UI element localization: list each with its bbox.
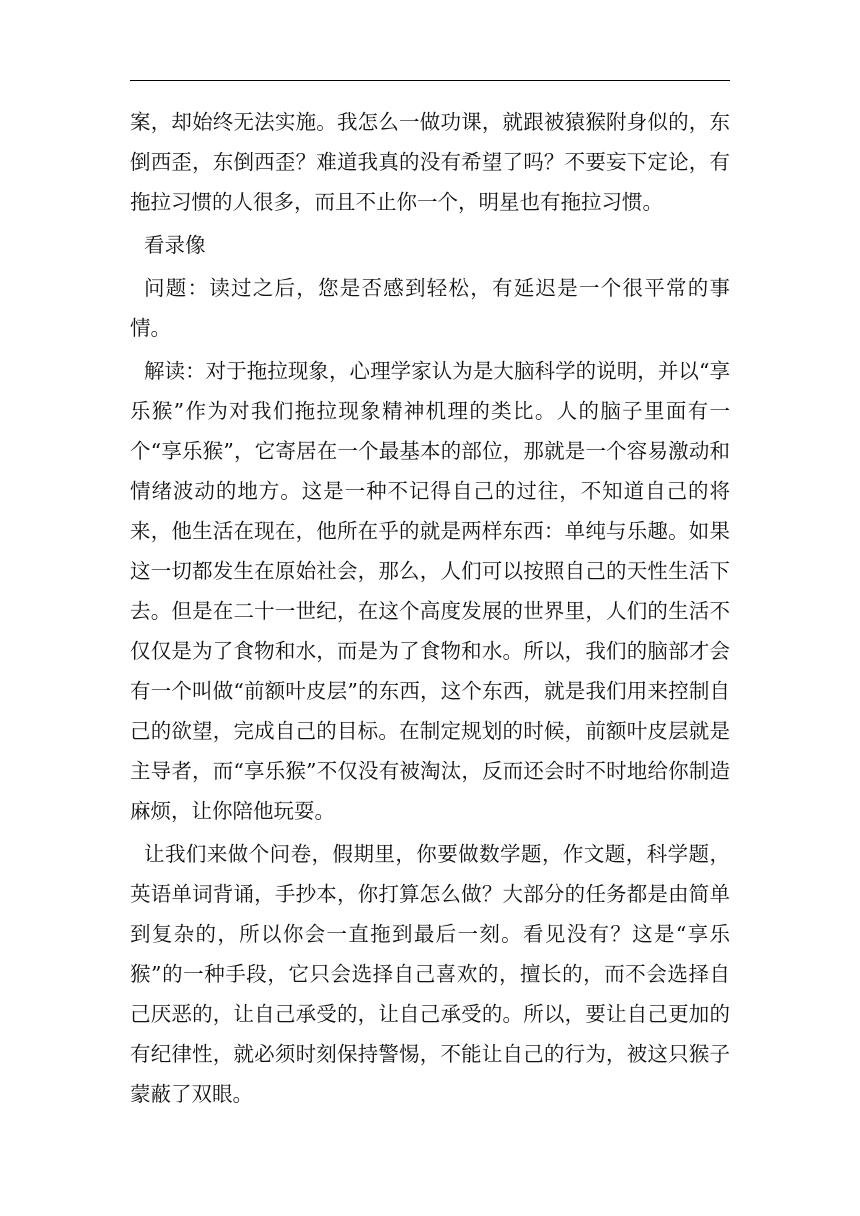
header-rule	[130, 80, 730, 81]
document-body	[130, 102, 730, 1117]
paragraph-interpretation: 解读：对于拖拉现象，心理学家认为是大脑科学的说明，并以“享乐猴”作为对我们拖拉现象精神机理的类比。人的脑子里面有一个“享乐猴”，它寄居在一个最基本的部位，那就是一个容易激动和情绪波动的地方。这是一种不记得自己的过往，不知道自己的将来，他生活在现在，他所在乎的就是两样东西：单纯与乐趣。如果这一切都发生在原始社会，那么，人们可以按照自己的天性生活下去。但是在二十一世纪，在这个高度发展的世界里，人们的生活不仅仅是为了食物和水，而是为了食物和水。所以，我们的脑部才会有一个叫做“前额叶皮层”的东西，这个东西，就是我们用来控制自己的欲望，完成自己的目标。在制定规划的时候，前额叶皮层就是主导者，而“享乐猴”不仅没有被淘汰，反而还会时不时地给你制造麻烦，让你陪他玩耍。	[130, 359, 730, 823]
paragraph-continuation: 案，却始终无法实施。我怎么一做功课，就跟被猿猴附身似的，东倒西歪，东倒西歪？难道我真的没有希望了吗？不要妄下定论，有拖拉习惯的人很多，而且不止你一个，明星也有拖拉习惯。	[130, 110, 730, 214]
paragraph-watch-video: 看录像	[144, 233, 206, 257]
paragraph-question: 问题：读过之后，您是否感到轻松，有延迟是一个很平常的事情。	[130, 276, 730, 340]
paragraph-questionnaire: 让我们来做个问卷，假期里，你要做数学题，作文题，科学题，英语单词背诵，手抄本，你打算怎么做？大部分的任务都是由简单到复杂的，所以你会一直拖到最后一刻。看见没有？这是“享乐猴”的一种手段，它只会选择自己喜欢的，擅长的，而不会选择自己厌恶的，让自己承受的，让自己承受的。所以，要让自己更加的有纪律性，就必须时刻保持警惕，不能让自己的行为，被这只猴子蒙蔽了双眼。	[130, 842, 730, 1106]
